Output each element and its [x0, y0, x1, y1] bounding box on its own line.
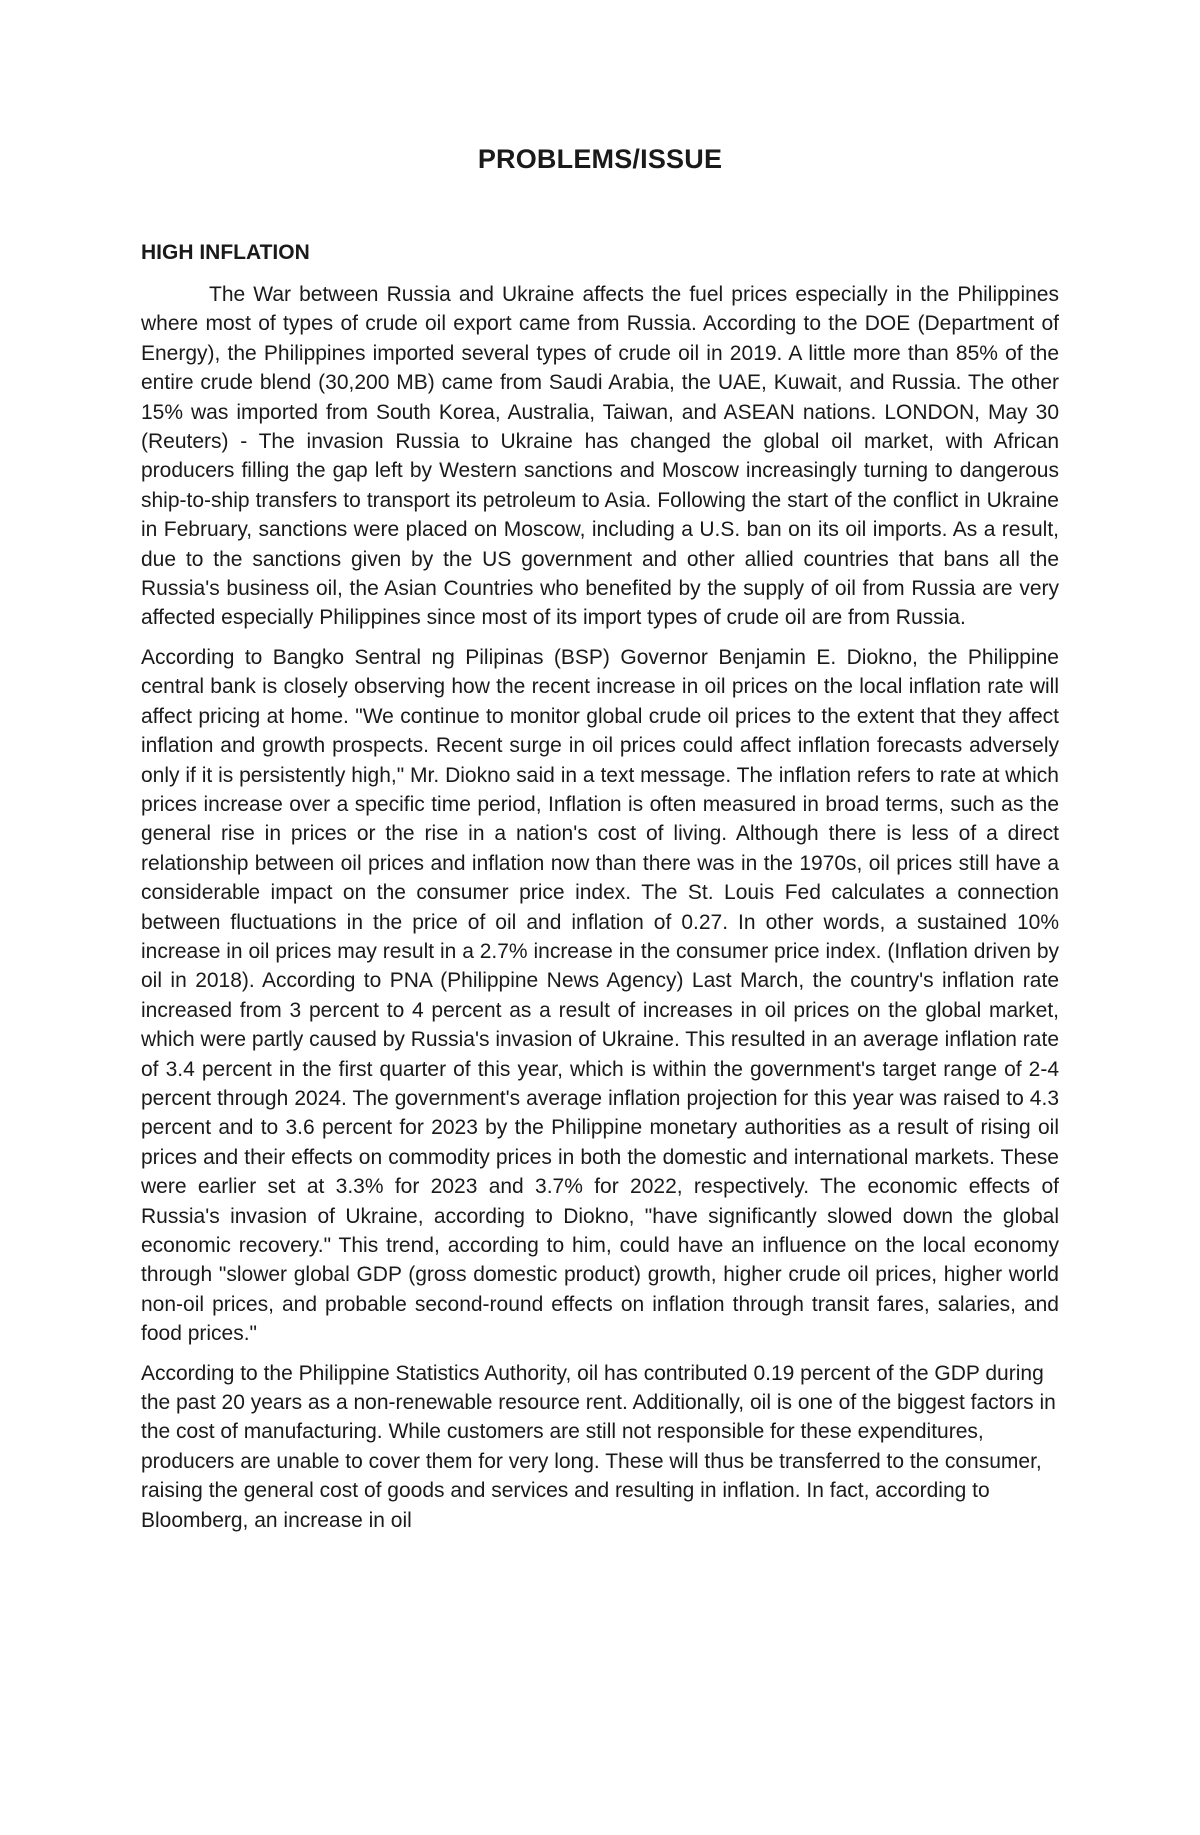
paragraph-psa-oil-gdp: According to the Philippine Statistics Authority, oil has contributed 0.19 percent of the GDP during the past 20 years as a non-renewable resource rent. Additionally, oil is one of the biggest factors in the cost of manufacturing. While customers are still not responsible for these expenditures, producers are unable to cover them for very long. These will thus be transferred to the consumer, raising the general cost of goods and services and resulting in inflation. In fact, according to Bloomberg, an increase in oil: [141, 1361, 1056, 1532]
document-body: [141, 238, 1059, 1545]
section-heading: HIGH INFLATION: [141, 241, 310, 264]
page-title: PROBLEMS/ISSUE: [477, 144, 723, 174]
paragraph-bsp-inflation: According to Bangko Sentral ng Pilipinas (BSP) Governor Benjamin E. Diokno, the Philippine central bank is closely observing how the recent increase in oil prices on the local inflation rate will affect pricing at home. "We continue to monitor global crude oil prices to the extent that they affect inflation and growth prospects. Recent surge in oil prices could affect inflation forecasts adversely only if it is persistently high," Mr. Diokno said in a text message. The inflation refers to rate at which prices increase over a specific time period, Inflation is often measured in broad terms, such as the general rise in prices or the rise in a nation's cost of living. Although there is less of a direct relationship between oil prices and inflation now than there was in the 1970s, oil prices still have a considerable impact on the consumer price index. The St. Louis Fed calculates a connection between fluctuations in the price of oil and inflation of 0.27. In other words, a sustained 10% increase in oil prices may result in a 2.7% increase in the consumer price index. (Inflation driven by oil in 2018). According to PNA (Philippine News Agency) Last March, the country's inflation rate increased from 3 percent to 4 percent as a result of increases in oil prices on the global market, which were partly caused by Russia's invasion of Ukraine. This resulted in an average inflation rate of 3.4 percent in the first quarter of this year, which is within the government's target range of 2-4 percent through 2024. The government's average inflation projection for this year was raised to 4.3 percent and to 3.6 percent for 2023 by the Philippine monetary authorities as a result of rising oil prices and their effects on commodity prices in both the domestic and international markets. These were earlier set at 3.3% for 2023 and 3.7% for 2022, respectively. The economic effects of Russia's invasion of Ukraine, according to Diokno, "have significantly slowed down the global economic recovery." This trend, according to him, could have an influence on the local economy through "slower global GDP (gross domestic product) growth, higher crude oil prices, higher world non-oil prices, and probable second-round effects on inflation through transit fares, salaries, and food prices.": [141, 645, 1059, 1346]
paragraph-russia-ukraine-oil: The War between Russia and Ukraine affects the fuel prices especially in the Philippines where most of types of crude oil export came from Russia. According to the DOE (Department of Energy), the Philippines imported several types of crude oil in 2019. A little more than 85% of the entire crude blend (30,200 MB) came from Saudi Arabia, the UAE, Kuwait, and Russia. The other 15% was imported from South Korea, Australia, Taiwan, and ASEAN nations. LONDON, May 30 (Reuters) - The invasion Russia to Ukraine has changed the global oil market, with African producers filling the gap left by Western sanctions and Moscow increasingly turning to dangerous ship-to-ship transfers to transport its petroleum to Asia. Following the start of the conflict in Ukraine in February, sanctions were placed on Moscow, including a U.S. ban on its oil imports. As a result, due to the sanctions given by the US government and other allied countries that bans all the Russia's business oil, the Asian Countries who benefited by the supply of oil from Russia are very affected especially Philippines since most of its import types of crude oil are from Russia.: [141, 283, 1059, 630]
